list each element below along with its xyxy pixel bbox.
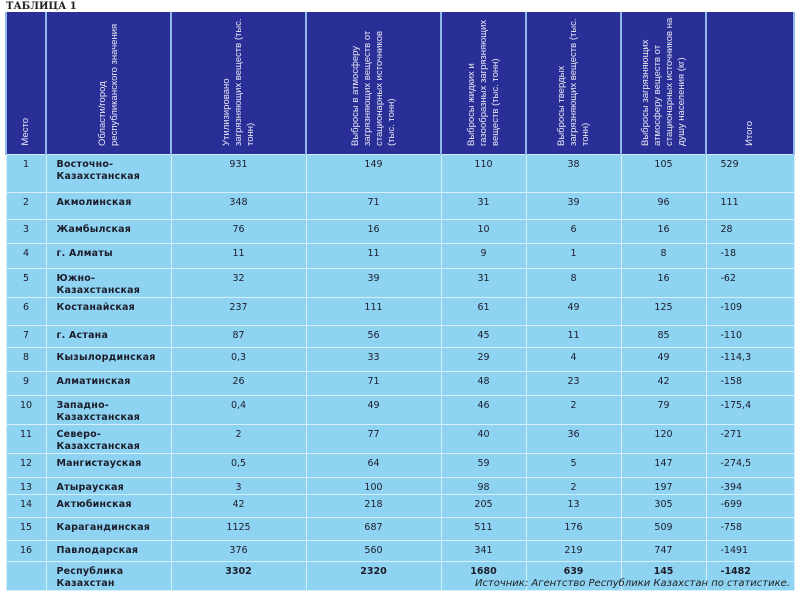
per-capita-cell: 120 bbox=[621, 425, 706, 454]
table-row bbox=[6, 425, 794, 454]
liquid-gas-emissions-cell: 59 bbox=[441, 454, 526, 478]
table-row bbox=[6, 155, 794, 193]
region-cell: г. Алматы bbox=[46, 244, 171, 269]
stationary-emissions-cell: 33 bbox=[306, 348, 441, 372]
solid-emissions-cell: 8 bbox=[526, 269, 621, 298]
region-cell: Кызылординская bbox=[46, 348, 171, 372]
column-header bbox=[621, 12, 706, 155]
region-cell: г. Астана bbox=[46, 326, 171, 348]
solid-emissions-cell: 2 bbox=[526, 478, 621, 495]
solid-emissions-cell: 5 bbox=[526, 454, 621, 478]
utilized-cell: 3 bbox=[171, 478, 306, 495]
liquid-gas-emissions-cell: 45 bbox=[441, 326, 526, 348]
header-row bbox=[6, 12, 794, 155]
region-cell: Мангистауская bbox=[46, 454, 171, 478]
solid-emissions-cell: 49 bbox=[526, 298, 621, 326]
region-cell: Западно-Казахстанская bbox=[46, 396, 171, 425]
stationary-emissions-cell: 16 bbox=[306, 220, 441, 244]
solid-emissions-cell: 11 bbox=[526, 326, 621, 348]
per-capita-cell: 145 bbox=[621, 562, 706, 591]
rank-cell: 8 bbox=[6, 348, 46, 372]
total-cell: -271 bbox=[706, 425, 794, 454]
total-cell: -109 bbox=[706, 298, 794, 326]
table-row bbox=[6, 244, 794, 269]
rank-cell bbox=[6, 562, 46, 591]
solid-emissions-cell: 36 bbox=[526, 425, 621, 454]
table-row bbox=[6, 478, 794, 495]
per-capita-cell: 105 bbox=[621, 155, 706, 193]
region-cell: Республика Казахстан bbox=[46, 562, 171, 591]
region-cell: Акмолинская bbox=[46, 193, 171, 220]
per-capita-cell: 8 bbox=[621, 244, 706, 269]
solid-emissions-cell: 1 bbox=[526, 244, 621, 269]
liquid-gas-emissions-cell: 9 bbox=[441, 244, 526, 269]
region-cell: Павлодарская bbox=[46, 541, 171, 562]
rank-cell: 7 bbox=[6, 326, 46, 348]
table-title: ТАБЛИЦА 1 bbox=[6, 1, 77, 12]
region-cell: Жамбылская bbox=[46, 220, 171, 244]
per-capita-cell: 197 bbox=[621, 478, 706, 495]
rank-cell: 11 bbox=[6, 425, 46, 454]
table-row bbox=[6, 326, 794, 348]
emissions-table bbox=[5, 12, 795, 591]
per-capita-cell: 49 bbox=[621, 348, 706, 372]
per-capita-cell: 125 bbox=[621, 298, 706, 326]
stationary-emissions-cell: 111 bbox=[306, 298, 441, 326]
utilized-cell: 237 bbox=[171, 298, 306, 326]
utilized-cell: 0,3 bbox=[171, 348, 306, 372]
total-cell: 111 bbox=[706, 193, 794, 220]
utilized-cell: 931 bbox=[171, 155, 306, 193]
column-header bbox=[46, 12, 171, 155]
total-cell: -394 bbox=[706, 478, 794, 495]
column-header-label: Итого bbox=[744, 121, 755, 146]
per-capita-cell: 96 bbox=[621, 193, 706, 220]
rank-cell: 5 bbox=[6, 269, 46, 298]
stationary-emissions-cell: 49 bbox=[306, 396, 441, 425]
stationary-emissions-cell: 39 bbox=[306, 269, 441, 298]
rank-cell: 9 bbox=[6, 372, 46, 396]
total-cell: -158 bbox=[706, 372, 794, 396]
stationary-emissions-cell: 218 bbox=[306, 495, 441, 518]
region-cell: Северо-Казахстанская bbox=[46, 425, 171, 454]
region-cell: Алматинская bbox=[46, 372, 171, 396]
rank-cell: 15 bbox=[6, 518, 46, 541]
table-row bbox=[6, 348, 794, 372]
total-cell: -62 bbox=[706, 269, 794, 298]
total-cell: -114,3 bbox=[706, 348, 794, 372]
solid-emissions-cell: 2 bbox=[526, 396, 621, 425]
total-cell: -110 bbox=[706, 326, 794, 348]
rank-cell: 13 bbox=[6, 478, 46, 495]
stationary-emissions-cell: 100 bbox=[306, 478, 441, 495]
utilized-cell: 87 bbox=[171, 326, 306, 348]
liquid-gas-emissions-cell: 1680 bbox=[441, 562, 526, 591]
total-cell: -274,5 bbox=[706, 454, 794, 478]
column-header bbox=[6, 12, 46, 155]
rank-cell: 1 bbox=[6, 155, 46, 193]
liquid-gas-emissions-cell: 98 bbox=[441, 478, 526, 495]
liquid-gas-emissions-cell: 61 bbox=[441, 298, 526, 326]
table-row bbox=[6, 220, 794, 244]
solid-emissions-cell: 23 bbox=[526, 372, 621, 396]
per-capita-cell: 42 bbox=[621, 372, 706, 396]
utilized-cell: 3302 bbox=[171, 562, 306, 591]
column-header-label: Выбросы загрязняющих атмосферу веществ от стационарных источников на душу населения (кг) bbox=[639, 17, 687, 146]
column-header bbox=[306, 12, 441, 155]
per-capita-cell: 509 bbox=[621, 518, 706, 541]
table-row bbox=[6, 372, 794, 396]
column-header-label: Области/город республиканского значения bbox=[96, 23, 120, 146]
region-cell: Атырауская bbox=[46, 478, 171, 495]
stationary-emissions-cell: 64 bbox=[306, 454, 441, 478]
column-header bbox=[171, 12, 306, 155]
solid-emissions-cell: 38 bbox=[526, 155, 621, 193]
region-cell: Костанайская bbox=[46, 298, 171, 326]
stationary-emissions-cell: 77 bbox=[306, 425, 441, 454]
stationary-emissions-cell: 149 bbox=[306, 155, 441, 193]
rank-cell: 6 bbox=[6, 298, 46, 326]
per-capita-cell: 16 bbox=[621, 269, 706, 298]
liquid-gas-emissions-cell: 40 bbox=[441, 425, 526, 454]
liquid-gas-emissions-cell: 10 bbox=[441, 220, 526, 244]
solid-emissions-cell: 4 bbox=[526, 348, 621, 372]
total-cell: -18 bbox=[706, 244, 794, 269]
table-row bbox=[6, 298, 794, 326]
liquid-gas-emissions-cell: 48 bbox=[441, 372, 526, 396]
stationary-emissions-cell: 71 bbox=[306, 372, 441, 396]
rank-cell: 2 bbox=[6, 193, 46, 220]
liquid-gas-emissions-cell: 31 bbox=[441, 269, 526, 298]
utilized-cell: 376 bbox=[171, 541, 306, 562]
region-cell: Восточно-Казахстанская bbox=[46, 155, 171, 193]
region-cell: Карагандинская bbox=[46, 518, 171, 541]
utilized-cell: 42 bbox=[171, 495, 306, 518]
total-cell: -1491 bbox=[706, 541, 794, 562]
utilized-cell: 1125 bbox=[171, 518, 306, 541]
stationary-emissions-cell: 56 bbox=[306, 326, 441, 348]
region-cell: Актюбинская bbox=[46, 495, 171, 518]
column-header-label: Выбросы в атмосферу загрязняющих веществ от стационарных источников (тыс. тонн) bbox=[349, 30, 397, 146]
utilized-cell: 32 bbox=[171, 269, 306, 298]
table-row bbox=[6, 269, 794, 298]
stationary-emissions-cell: 11 bbox=[306, 244, 441, 269]
per-capita-cell: 747 bbox=[621, 541, 706, 562]
table-row bbox=[6, 518, 794, 541]
rank-cell: 12 bbox=[6, 454, 46, 478]
rank-cell: 14 bbox=[6, 495, 46, 518]
source-note: Источник: Агентство Республики Казахстан по статистике. bbox=[474, 578, 790, 589]
liquid-gas-emissions-cell: 205 bbox=[441, 495, 526, 518]
table-row bbox=[6, 193, 794, 220]
solid-emissions-cell: 176 bbox=[526, 518, 621, 541]
column-header bbox=[526, 12, 621, 155]
per-capita-cell: 147 bbox=[621, 454, 706, 478]
solid-emissions-cell: 219 bbox=[526, 541, 621, 562]
total-cell: 28 bbox=[706, 220, 794, 244]
column-header bbox=[706, 12, 794, 155]
column-header-label: Выбросы жидких и газообразных загрязняющих веществ (тыс. тонн) bbox=[465, 19, 501, 146]
stationary-emissions-cell: 2320 bbox=[306, 562, 441, 591]
total-cell: -175,4 bbox=[706, 396, 794, 425]
table-row bbox=[6, 495, 794, 518]
liquid-gas-emissions-cell: 341 bbox=[441, 541, 526, 562]
liquid-gas-emissions-cell: 29 bbox=[441, 348, 526, 372]
table-row bbox=[6, 541, 794, 562]
per-capita-cell: 79 bbox=[621, 396, 706, 425]
total-cell: -1482 bbox=[706, 562, 794, 591]
stationary-emissions-cell: 560 bbox=[306, 541, 441, 562]
liquid-gas-emissions-cell: 511 bbox=[441, 518, 526, 541]
solid-emissions-cell: 39 bbox=[526, 193, 621, 220]
per-capita-cell: 85 bbox=[621, 326, 706, 348]
per-capita-cell: 305 bbox=[621, 495, 706, 518]
utilized-cell: 11 bbox=[171, 244, 306, 269]
column-header-label: Утилизировано загрязняющих веществ (тыс. тонн) bbox=[220, 18, 256, 146]
per-capita-cell: 16 bbox=[621, 220, 706, 244]
liquid-gas-emissions-cell: 46 bbox=[441, 396, 526, 425]
stationary-emissions-cell: 71 bbox=[306, 193, 441, 220]
rank-cell: 10 bbox=[6, 396, 46, 425]
total-cell: -699 bbox=[706, 495, 794, 518]
utilized-cell: 348 bbox=[171, 193, 306, 220]
utilized-cell: 2 bbox=[171, 425, 306, 454]
column-header-label: Место bbox=[20, 118, 31, 146]
table-row bbox=[6, 396, 794, 425]
liquid-gas-emissions-cell: 110 bbox=[441, 155, 526, 193]
utilized-cell: 26 bbox=[171, 372, 306, 396]
solid-emissions-cell: 6 bbox=[526, 220, 621, 244]
stationary-emissions-cell: 687 bbox=[306, 518, 441, 541]
solid-emissions-cell: 13 bbox=[526, 495, 621, 518]
total-cell: -758 bbox=[706, 518, 794, 541]
column-header bbox=[441, 12, 526, 155]
liquid-gas-emissions-cell: 31 bbox=[441, 193, 526, 220]
region-cell: Южно-Казахстанская bbox=[46, 269, 171, 298]
rank-cell: 4 bbox=[6, 244, 46, 269]
rank-cell: 3 bbox=[6, 220, 46, 244]
rank-cell: 16 bbox=[6, 541, 46, 562]
utilized-cell: 0,5 bbox=[171, 454, 306, 478]
column-header-label: Выбросы твердых загрязняющих веществ (тыс. тонн) bbox=[555, 18, 591, 146]
utilized-cell: 0,4 bbox=[171, 396, 306, 425]
total-cell: 529 bbox=[706, 155, 794, 193]
utilized-cell: 76 bbox=[171, 220, 306, 244]
table-row bbox=[6, 454, 794, 478]
solid-emissions-cell: 639 bbox=[526, 562, 621, 591]
